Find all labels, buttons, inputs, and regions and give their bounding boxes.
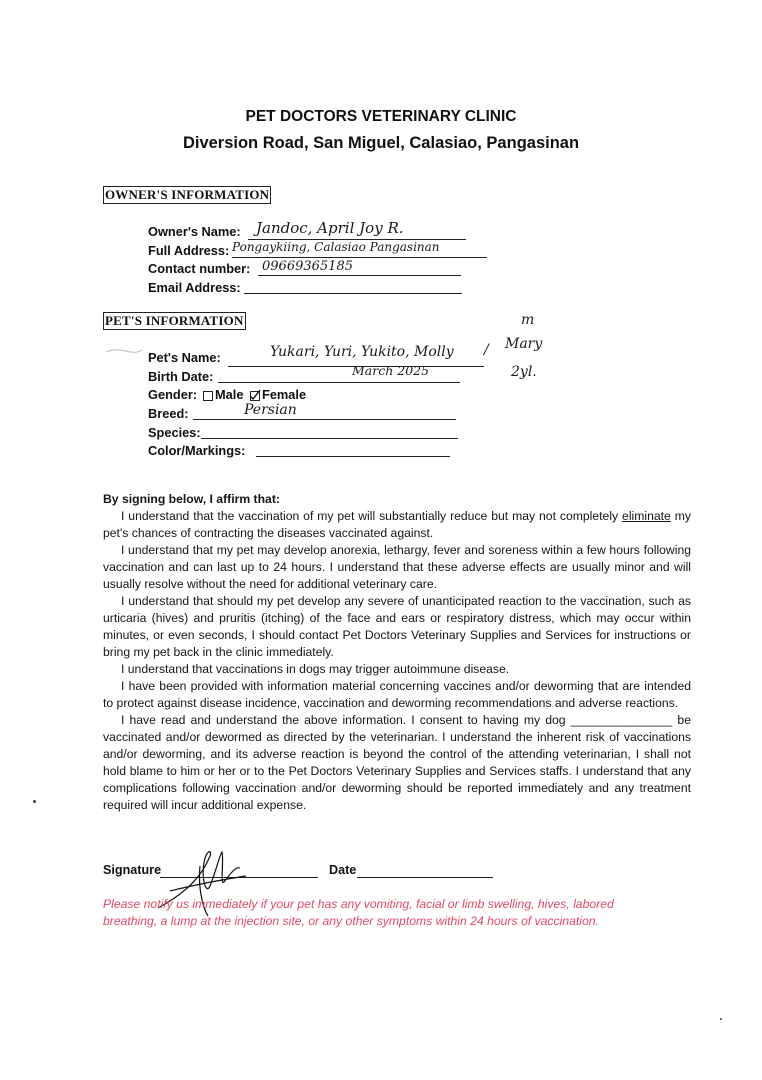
clinic-address: Diversion Road, San Miguel, Calasiao, Pangasinan [182,134,580,152]
stray-mark-icon [104,346,144,356]
gender-label: Gender: [148,387,198,402]
species-line [201,438,458,439]
pet-name-value: Yukari, Yuri, Yukito, Molly [270,344,454,360]
pet-name-label: Pet's Name: [148,350,221,365]
p1-text-b: my pet's chances of contracting the diseases vaccinated against. [103,509,691,540]
contact-number-value: 09669365185 [262,259,353,274]
owner-section-header: OWNER'S INFORMATION [105,187,270,202]
p1-text-a: I understand that the vaccination of my pet will substantially reduce but may not completely [121,509,623,523]
p1-underlined-word: eliminate [622,509,671,523]
birth-date-line [218,382,460,383]
breed-label: Breed: [148,406,189,421]
female-option-label: Female [262,387,307,402]
affirmation-paragraph-4: I understand that vaccinations in dogs may trigger autoimmune disease. [121,662,510,676]
male-option-label: Male [215,387,244,402]
scan-speck-2 [720,1018,722,1020]
email-line [244,293,462,294]
vaccination-warning-note: Please notify us immediately if your pet has any vomiting, facial or limb swelling, hives, labored breathing, a lump at the injection site, or any other symptoms within 24 hours of vaccination. [103,897,614,928]
affirmation-intro: By signing below, I affirm that: [103,492,280,506]
color-markings-label: Color/Markings: [148,443,246,458]
margin-note-m: m [521,312,535,328]
owner-name-value: Jandoc, April Joy R. [256,219,404,237]
margin-note-name: Mary [505,336,543,352]
breed-line [193,419,456,420]
email-label: Email Address: [148,280,241,295]
affirmation-paragraph-2: I understand that my pet may develop anorexia, lethargy, fever and soreness within a few hours following vaccination and can last up to 24 hours. I understand that these adverse effects are usually minor and will usually resolve without the need for additional veterinary care. [103,543,691,591]
affirmation-paragraph-5: I have been provided with information material concerning vaccines and/or deworming that are intended to protect against disease incidence, vaccination and deworming recommendations and adverse reactions. [103,679,691,710]
pet-name-slash: / [484,342,489,358]
date-label: Date [329,863,357,877]
pet-section-header: PET'S INFORMATION [105,313,244,328]
affirmation-text [103,491,691,814]
margin-note-age: 2yl. [511,364,537,380]
birth-date-value: March 2025 [352,363,430,378]
affirmation-paragraph-3: I understand that should my pet develop any severe of unanticipated reaction to the vaccination, such as urticaria (hives) and pruritis (itching) of the face and ears or respiratory distress, which may occur within minutes, or even seconds, I should contact Pet Doctors Veterinary Supplies and Services for instructions or bring my pet back in the clinic immediately. [103,594,691,659]
signature-label: Signature [103,863,162,877]
affirmation-paragraph-6: I have read and understand the above information. I consent to having my dog _______________ be vaccinated and/or dewormed as directed by the veterinarian. I understand the inherent risk of vaccinations and/or deworming, and its adverse reaction is beyond the control of the attending veterinarian, I shall not hold blame to him or her or to the Pet Doctors Veterinary Supplies and Services staffs. I understand that any complications following vaccination and/or deworming should be reported immediately and any treatment required will incur additional expense. [103,713,691,812]
breed-value: Persian [244,402,297,418]
contact-number-line [258,275,461,276]
full-address-label: Full Address: [148,243,230,258]
full-address-line [232,257,487,258]
species-label: Species: [148,425,201,440]
male-checkbox[interactable] [203,391,213,401]
affirmation-paragraph-1 [103,508,691,542]
date-line[interactable] [357,877,493,878]
clinic-name: PET DOCTORS VETERINARY CLINIC [245,108,517,125]
contact-number-label: Contact number: [148,261,251,276]
full-address-value: Pongaykiing, Calasiao Pangasinan [232,240,440,254]
birth-date-label: Birth Date: [148,369,214,384]
check-mark-icon [249,389,261,401]
female-checkbox[interactable] [250,391,260,401]
scan-speck [33,800,36,803]
color-markings-line [256,456,450,457]
owner-name-label: Owner's Name: [148,224,241,239]
